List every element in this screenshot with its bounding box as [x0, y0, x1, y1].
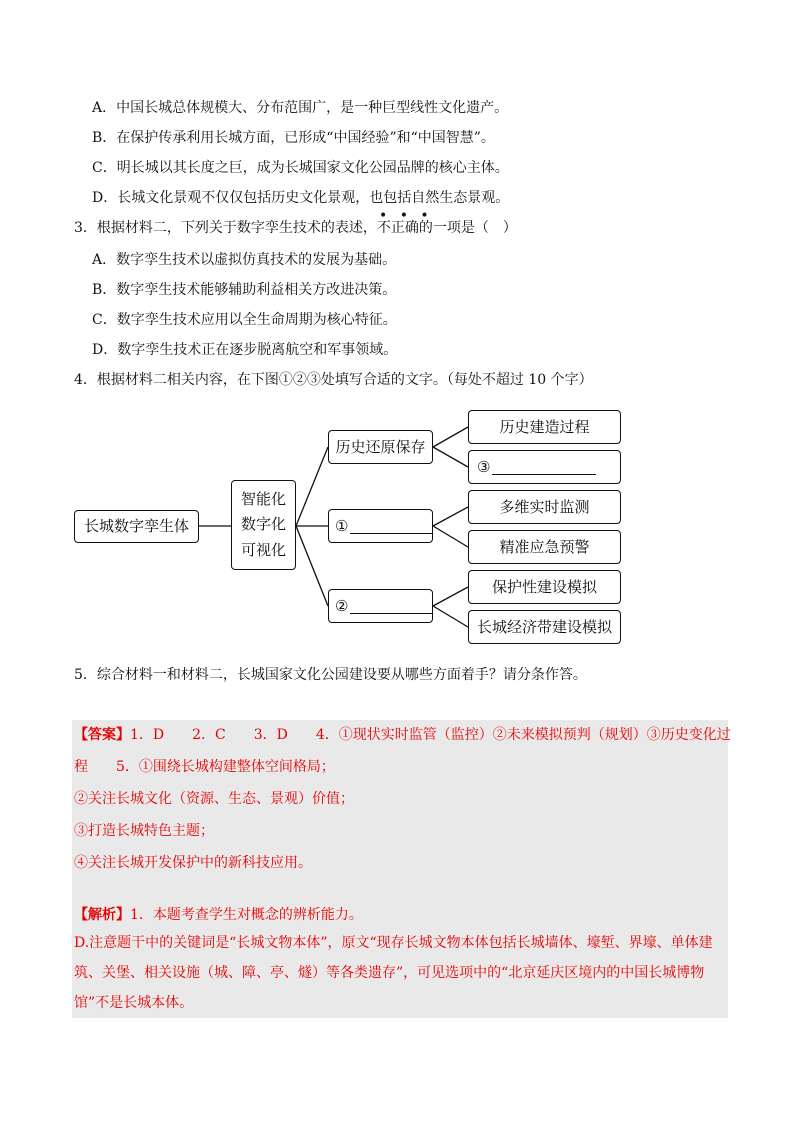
- analysis-line-1: [74, 904, 363, 926]
- connector-branch1-leaf1: [433, 427, 468, 447]
- diagram-leaf6-box: 长城经济带建设模拟: [468, 610, 621, 644]
- answer-line-5: ④关注长城开发保护中的新科技应用。: [74, 855, 312, 871]
- middle-label-1: 智能化: [240, 490, 286, 509]
- branch2-marker: ①: [335, 516, 349, 535]
- connector-branch2-leaf4: [433, 526, 468, 547]
- q3-option-b: B．数字孪生技术能够辅助利益相关方改进决策。: [92, 282, 397, 298]
- middle-label-3: 可视化: [240, 540, 286, 559]
- analysis-tag: 【解析】: [74, 907, 130, 923]
- q3-option-d: D．数字孪生技术正在逐步脱离航空和军事领域。: [92, 342, 398, 358]
- blank-2-line: [350, 599, 432, 614]
- q3-stem-after: 的一项是（ ）: [418, 220, 517, 236]
- diagram-branch2-box: [328, 509, 433, 543]
- answer-line-2: 程 5．①围绕长城构建整体空间格局；: [74, 759, 335, 775]
- connector-branch1-leaf2: [433, 447, 468, 467]
- diagram-leaf4-box: 精准应急预警: [468, 530, 621, 564]
- connector-branch3-leaf6: [433, 606, 468, 627]
- middle-label-2: 数字化: [240, 515, 286, 534]
- diagram-branch1-box: 历史还原保存: [328, 430, 433, 464]
- connector-branch3-leaf5: [433, 587, 468, 606]
- q3-emphasis-dots: • • •: [379, 208, 433, 224]
- answer-tag: 【答案】: [74, 727, 130, 743]
- diagram-middle-box: [231, 480, 296, 570]
- q3-stem-before: 3．根据材料二，下列关于数字孪生技术的表述，: [74, 220, 377, 236]
- connector-middle-branch1: [296, 447, 328, 526]
- analysis-text-1: 1．本题考查学生对概念的辨析能力。: [130, 907, 363, 923]
- connector-branch2-leaf3: [433, 507, 468, 526]
- connector-middle-branch3: [296, 526, 328, 606]
- answer-text-1: 1．D 2．C 3．D 4．①现状实时监管（监控）②未来模拟预判（规划）③历史变化过: [130, 727, 731, 743]
- diagram-leaf5-box: 保护性建设模拟: [468, 570, 621, 604]
- diagram-leaf3-box: 多维实时监测: [468, 490, 621, 524]
- diagram-root-box: 长城数字孪生体: [74, 510, 199, 543]
- q5-stem: 5．综合材料一和材料二，长城国家文化公园建设要从哪些方面着手？请分条作答。: [74, 667, 587, 683]
- analysis-paragraph: D.注意题干中的关键词是“长城文物本体”，原文“现存长城文物本体包括长城墙体、壕堑、界壕、单体建筑、关堡、相关设施（城、障、亭、燧）等各类遗存”，可见选项中的“北京延庆区境内的中国长城博物馆”不是长城本体。: [74, 935, 713, 1011]
- q3-option-a: A．数字孪生技术以虚拟仿真技术的发展为基础。: [92, 252, 397, 268]
- answer-line-3: ②关注长城文化（资源、生态、景观）价值；: [74, 791, 354, 807]
- q3-option-c: C．数字孪生技术应用以全生命周期为核心特征。: [92, 312, 397, 328]
- q3-emphasis: 不正确: [376, 220, 419, 236]
- q2-option-d: D．长城文化景观不仅仅包括历史文化景观，也包括自然生态景观。: [92, 190, 510, 206]
- branch3-marker: ②: [335, 596, 349, 615]
- q2-option-b: B．在保护传承利用长城方面，已形成“中国经验”和“中国智慧”。: [92, 130, 495, 146]
- diagram-branch3-box: [328, 589, 433, 623]
- blank-3-line: [492, 460, 596, 475]
- q2-option-c: C．明长城以其长度之巨，成为长城国家文化公园品牌的核心主体。: [92, 160, 509, 176]
- q4-stem: 4．根据材料二相关内容，在下图①②③处填写合适的文字。（每处不超过 10 个字）: [74, 372, 593, 388]
- diagram-leaf1-box: 历史建造过程: [468, 410, 621, 444]
- answer-line-4: ③打造长城特色主题；: [74, 823, 214, 839]
- q2-option-a: A．中国长城总体规模大、分布范围广，是一种巨型线性文化遗产。: [92, 100, 509, 116]
- diagram-leaf2-box: [468, 450, 621, 484]
- answer-line-1: [74, 724, 731, 746]
- blank-1-line: [350, 519, 432, 534]
- leaf2-marker: ③: [477, 457, 491, 476]
